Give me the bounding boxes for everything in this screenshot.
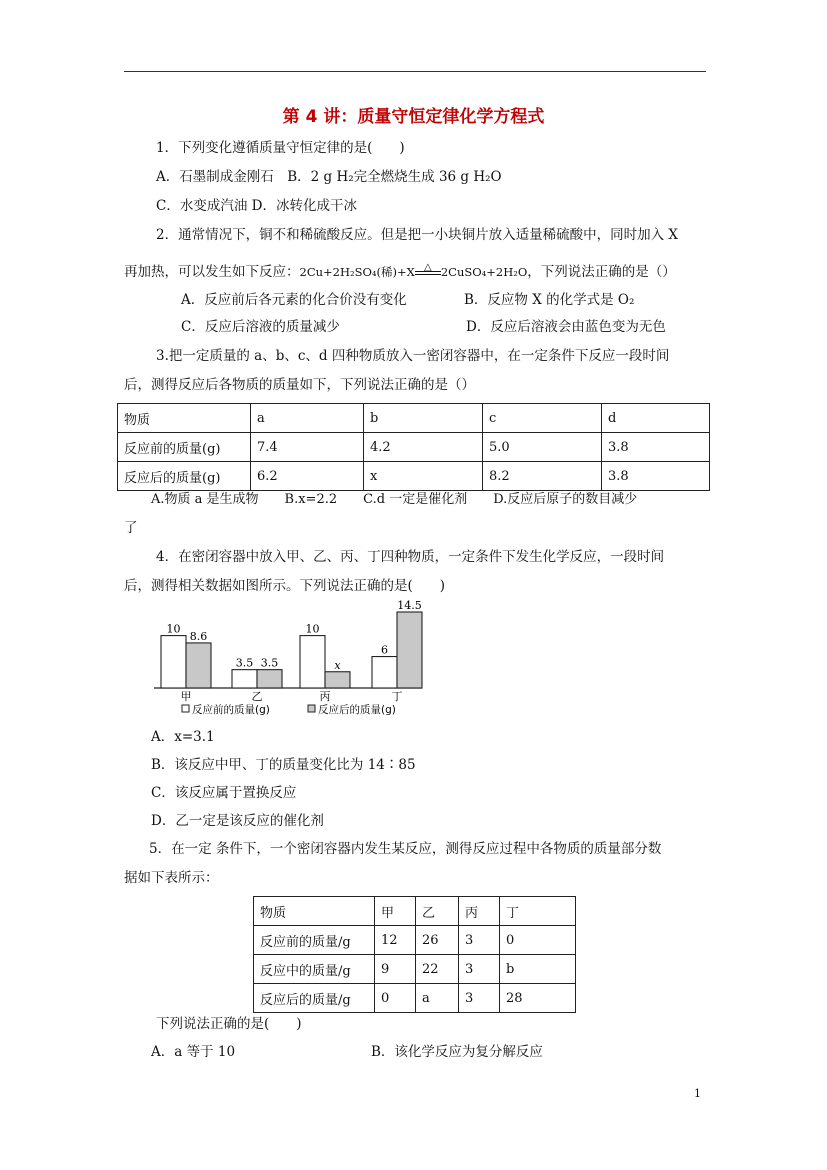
q1-stem: 1．下列变化遵循质量守恒定律的是( ) bbox=[156, 140, 405, 156]
q5-stem-line1: 5．在一定 条件下，一个密闭容器内发生某反应，测得反应过程中各物质的质量部分数 bbox=[149, 841, 662, 857]
table-cell: 反应前的质量/g bbox=[254, 926, 375, 955]
table-cell: 反应后的质量/g bbox=[254, 984, 375, 1013]
table-cell: 0 bbox=[375, 984, 416, 1013]
bar-group bbox=[161, 599, 422, 688]
q2-equation-right: 2CuSO₄+2H₂O bbox=[440, 265, 528, 279]
heat-condition-icon: △ bbox=[423, 262, 432, 273]
legend-label: 反应前的质量(g) bbox=[192, 704, 270, 716]
table-cell: 3 bbox=[459, 955, 500, 984]
table-row bbox=[254, 984, 576, 1013]
category-label: 甲 bbox=[180, 690, 192, 703]
table-cell: 22 bbox=[416, 955, 459, 984]
table-cell: 4.2 bbox=[364, 433, 483, 462]
table-cell: 6.2 bbox=[251, 462, 364, 491]
table-cell: 反应后的质量(g) bbox=[118, 462, 251, 491]
table-cell: 3.8 bbox=[602, 462, 710, 491]
data-label: 10 bbox=[305, 622, 320, 636]
q2-equation-arrow bbox=[415, 262, 441, 281]
q2-stem-line2 bbox=[124, 263, 676, 281]
table-cell: 0 bbox=[500, 926, 576, 955]
table-cell: x bbox=[364, 462, 483, 491]
data-label: 8.6 bbox=[189, 629, 208, 643]
q2-option-d: D．反应后溶液会由蓝色变为无色 bbox=[466, 319, 666, 335]
table-cell: 乙 bbox=[416, 897, 459, 926]
table-header-row bbox=[254, 897, 576, 926]
table-cell: 物质 bbox=[118, 404, 251, 433]
bar-before bbox=[232, 670, 257, 688]
q4-option-d: D．乙一定是该反应的催化剂 bbox=[151, 813, 324, 829]
table-cell: a bbox=[251, 404, 364, 433]
table-cell: 5.0 bbox=[483, 433, 602, 462]
table-cell: a bbox=[416, 984, 459, 1013]
category-label: 乙 bbox=[251, 690, 263, 703]
category-labels bbox=[181, 690, 403, 703]
table-cell: c bbox=[483, 404, 602, 433]
legend-label: 反应后的质量(g) bbox=[318, 704, 396, 716]
q3-options-wrap: 了 bbox=[124, 520, 138, 536]
q4-option-a: A．x=3.1 bbox=[151, 729, 215, 745]
chart-legend bbox=[182, 703, 396, 716]
q3-table bbox=[117, 403, 710, 491]
table-row bbox=[118, 462, 710, 491]
table-cell: 甲 bbox=[375, 897, 416, 926]
q2-option-b: B．反应物 X 的化学式是 O₂ bbox=[464, 292, 635, 308]
table-cell: b bbox=[364, 404, 483, 433]
q2-equation-left: 2Cu+2H₂SO₄(稀)+X bbox=[299, 265, 415, 279]
data-label: 3.5 bbox=[235, 656, 254, 670]
table-cell: 3 bbox=[459, 926, 500, 955]
table-cell: 反应前的质量(g) bbox=[118, 433, 251, 462]
data-label: 3.5 bbox=[260, 656, 279, 670]
table-cell: d bbox=[602, 404, 710, 433]
q2-option-c: C．反应后溶液的质量减少 bbox=[181, 319, 340, 335]
bar-before bbox=[372, 657, 397, 688]
q4-bar-chart bbox=[150, 596, 430, 720]
bar-after bbox=[397, 612, 422, 688]
q1-options-cd: C．水变成汽油 D．冰转化成干冰 bbox=[156, 198, 357, 214]
bar-after bbox=[325, 672, 350, 688]
data-label: 14.5 bbox=[397, 599, 422, 612]
bar-before bbox=[161, 636, 186, 688]
bar-before bbox=[300, 636, 325, 688]
q2-stem-line1: 2．通常情况下，铜不和稀硫酸反应。但是把一小块铜片放入适量稀硫酸中，同时加入 X bbox=[156, 227, 678, 243]
bar-after bbox=[186, 643, 211, 688]
q5-stem-line2: 据如下表所示： bbox=[124, 870, 219, 886]
q3-stem-line2: 后，测得反应后各物质的质量如下，下列说法正确的是（） bbox=[124, 377, 475, 393]
q3-options: A.物质 a 是生成物 B.x=2.2 C.d 一定是催化剂 D.反应后原子的数目减少 bbox=[151, 492, 638, 507]
data-label: 10 bbox=[166, 622, 181, 636]
q1-options-ab: A．石墨制成金刚石 B．2 g H₂完全燃烧生成 36 g H₂O bbox=[156, 169, 502, 185]
table-cell: b bbox=[500, 955, 576, 984]
q5-option-a: A．a 等于 10 bbox=[151, 1044, 236, 1060]
table-cell: 9 bbox=[375, 955, 416, 984]
data-label: x bbox=[334, 658, 341, 672]
q2-option-a: A．反应前后各元素的化合价没有变化 bbox=[181, 292, 407, 308]
table-cell: 26 bbox=[416, 926, 459, 955]
legend-swatch bbox=[308, 705, 315, 712]
q3-stem-line1: 3.把一定质量的 a、b、c、d 四种物质放入一密闭容器中，在一定条件下反应一段时间 bbox=[156, 348, 670, 364]
category-label: 丁 bbox=[391, 690, 403, 703]
table-cell: 12 bbox=[375, 926, 416, 955]
legend-swatch bbox=[182, 705, 189, 712]
category-label: 丙 bbox=[319, 690, 331, 703]
q2-stem-suffix: ，下列说法正确的是（） bbox=[527, 264, 676, 280]
q4-stem-line1: 4．在密闭容器中放入甲、乙、丙、丁四种物质，一定条件下发生化学反应，一段时间 bbox=[156, 549, 665, 565]
data-label: 6 bbox=[381, 643, 388, 657]
table-cell: 28 bbox=[500, 984, 576, 1013]
table-row bbox=[254, 955, 576, 984]
q5-question: 下列说法正确的是( ) bbox=[156, 1016, 302, 1032]
page-number: 1 bbox=[694, 1087, 701, 1100]
q4-option-b: B．该反应中甲、丁的质量变化比为 14∶85 bbox=[151, 757, 416, 773]
table-cell: 7.4 bbox=[251, 433, 364, 462]
header-rule bbox=[124, 71, 706, 72]
q4-stem-line2: 后，测得相关数据如图所示。下列说法正确的是( ) bbox=[124, 578, 446, 594]
table-cell: 3.8 bbox=[602, 433, 710, 462]
table-row bbox=[118, 433, 710, 462]
table-cell: 丙 bbox=[459, 897, 500, 926]
q4-option-c: C．该反应属于置换反应 bbox=[151, 785, 297, 801]
q2-stem-prefix: 再加热，可以发生如下反应： bbox=[124, 264, 300, 280]
page-title: 第 4 讲：质量守恒定律化学方程式 bbox=[282, 107, 545, 127]
table-cell: 反应中的质量/g bbox=[254, 955, 375, 984]
table-cell: 3 bbox=[459, 984, 500, 1013]
table-cell: 丁 bbox=[500, 897, 576, 926]
table-cell: 物质 bbox=[254, 897, 375, 926]
q5-table bbox=[253, 896, 576, 1013]
table-header-row bbox=[118, 404, 710, 433]
bar-after bbox=[257, 670, 282, 688]
table-cell: 8.2 bbox=[483, 462, 602, 491]
q5-option-b: B．该化学反应为复分解反应 bbox=[371, 1044, 543, 1060]
table-row bbox=[254, 926, 576, 955]
